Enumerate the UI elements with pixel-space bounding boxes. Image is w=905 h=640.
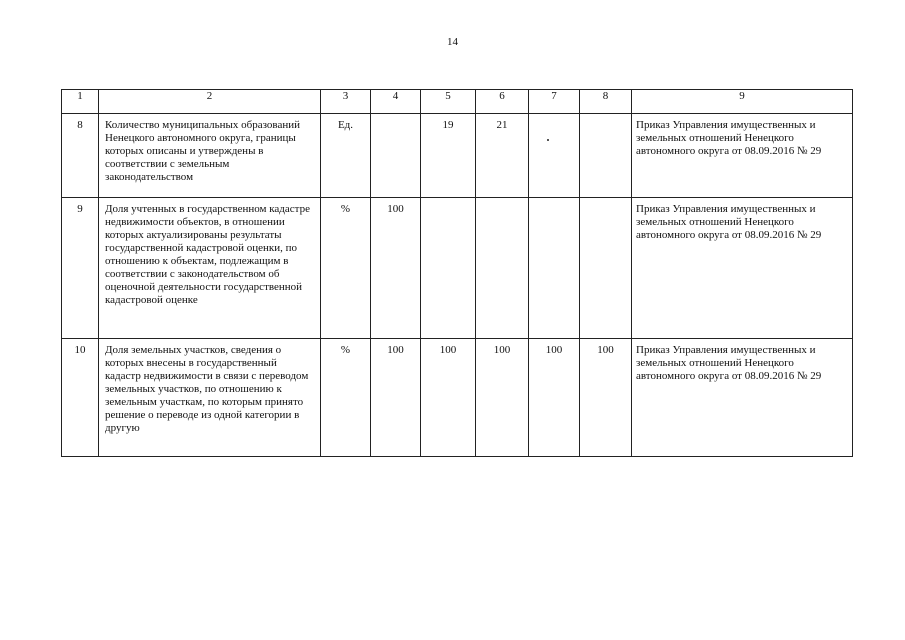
unit-cell: % [321,198,371,339]
unit-cell: Ед. [321,114,371,198]
header-cell-4: 4 [371,90,421,114]
header-cell-7: 7 [529,90,580,114]
value-cell-8: 100 [580,339,632,457]
indicators-table [61,89,853,457]
source-document: Приказ Управления имущественных и земельных отношений Ненецкого автономного округа от 08.09.2016 № 29 [632,339,853,457]
table-row [62,339,853,457]
value-cell-5 [421,198,476,339]
value-cell-4: 100 [371,198,421,339]
value-cell-5: 19 [421,114,476,198]
unit-cell: % [321,339,371,457]
source-document: Приказ Управления имущественных и земельных отношений Ненецкого автономного округа от 08.09.2016 № 29 [632,198,853,339]
value-cell-5: 100 [421,339,476,457]
table-row [62,198,853,339]
value-cell-6: 100 [476,339,529,457]
page-number: 14 [447,36,458,48]
header-cell-3: 3 [321,90,371,114]
source-document: Приказ Управления имущественных и земельных отношений Ненецкого автономного округа от 08.09.2016 № 29 [632,114,853,198]
value-cell-7: 100 [529,339,580,457]
value-cell-6 [476,198,529,339]
header-row [62,90,853,114]
header-cell-6: 6 [476,90,529,114]
table-row [62,114,853,198]
value-cell-4: 100 [371,339,421,457]
row-number: 8 [62,114,99,198]
value-cell-6: 21 [476,114,529,198]
value-cell-8 [580,198,632,339]
value-cell-4 [371,114,421,198]
indicator-name: Доля земельных участков, сведения о которых внесены в государственный кадастр недвижимости в связи с переводом земельных участков, по отношению к земельным участкам, по которым принято решение о переводе из одной категории в другую [99,339,321,457]
row-number: 9 [62,198,99,339]
row-number: 10 [62,339,99,457]
value-cell-8 [580,114,632,198]
header-cell-2: 2 [99,90,321,114]
header-cell-8: 8 [580,90,632,114]
header-cell-5: 5 [421,90,476,114]
value-cell-7 [529,114,580,198]
header-cell-9: 9 [632,90,853,114]
scan-speck [547,139,549,141]
header-cell-1: 1 [62,90,99,114]
value-cell-7 [529,198,580,339]
indicator-name: Количество муниципальных образований Ненецкого автономного округа, границы которых описаны и утверждены в соответствии с земельным законодательством [99,114,321,198]
indicator-name: Доля учтенных в государственном кадастре недвижимости объектов, в отношении которых актуализированы результаты государственной кадастровой оценки, по отношению к объектам, подлежащим в соответствии с законодательством об оценочной деятельности государственной кадастровой оценке [99,198,321,339]
